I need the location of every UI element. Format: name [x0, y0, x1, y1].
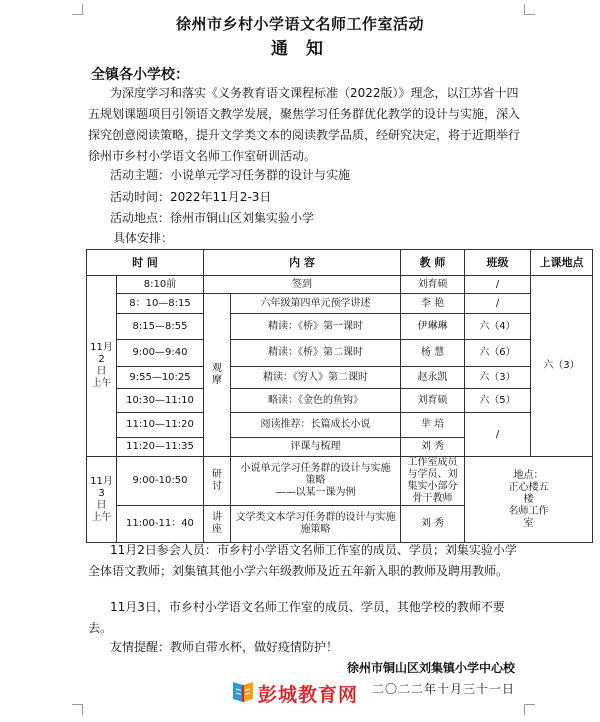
day1-cell: 11月 2 日 上午	[87, 276, 117, 457]
time-cell: 8：10—8:15	[117, 294, 204, 314]
issue-date: 二〇二二年十月三十一日	[371, 682, 515, 696]
category-lecture-cell: 讲 座	[204, 506, 231, 543]
attendees-day1-paragraph	[88, 540, 526, 582]
activity-time: 活动时间：2022年11月2-3日	[110, 190, 272, 204]
header-time: 时 间	[87, 250, 204, 276]
content-cell: 阅读推荐：长篇成长小说	[231, 413, 401, 438]
room-cell-day1: 六（3）	[531, 276, 593, 457]
class-cell: 六（4）	[465, 314, 531, 340]
category-observe-cell: 观 摩	[204, 294, 231, 457]
day2-cell: 11月 3 日 上午	[87, 457, 117, 543]
intro-text: 为深度学习和落实《义务教育语文课程标准（2022版）》理念，以江苏省十四五规划课题项目引领语文教学发展，聚焦学习任务群优化教学的设计与实施，深入探究创意阅读策略，提升文学类文本的阅读教学品质，经研究决定，将于近期举行徐州市乡村小学语文名师工作室研训活动。	[88, 86, 521, 163]
schedule-table	[86, 249, 593, 543]
document-title: 徐州市乡村小学语文名师工作室活动	[175, 15, 424, 33]
activity-place: 活动地点：徐州市铜山区刘集实验小学	[110, 211, 315, 225]
content-cell: 评课与梳理	[231, 438, 401, 457]
class-cell: 六（3）	[465, 367, 531, 389]
watermark-text: 彭城教育网	[258, 684, 359, 706]
header-teacher: 教 师	[401, 250, 465, 276]
table-row	[87, 367, 593, 389]
time-cell: 10:30—11:10	[117, 389, 204, 413]
reminder-text: 友情提醒：教师自带水杯，做好疫情防护！	[110, 640, 339, 654]
class-cell: 六（6）	[465, 340, 531, 367]
class-cell: /	[465, 276, 531, 294]
content-cell: 文学类文本学习任务群的设计与实施 施策略	[231, 506, 401, 543]
table-row	[87, 457, 593, 506]
room-cell-day2: 地点： 正心楼五 楼 名师工作 室	[465, 457, 593, 543]
page-corner-mark	[72, 704, 83, 715]
content-cell: 精读：《桥》第一课时	[231, 314, 401, 340]
time-cell: 9:55—10:25	[117, 367, 204, 389]
content-cell: 精读：《桥》第二课时	[231, 340, 401, 367]
content-cell: 精读：《穷人》第二课时	[231, 367, 401, 389]
time-cell: 11:10—11:20	[117, 413, 204, 438]
teacher-cell: 赵永凯	[401, 367, 465, 389]
table-row	[87, 294, 593, 314]
content-cell: 六年级第四单元预学讲述	[231, 294, 401, 314]
header-content: 内 容	[204, 250, 401, 276]
page-corner-mark	[524, 704, 535, 715]
time-cell: 8:15—8:55	[117, 314, 204, 340]
time-cell: 9:00-10:50	[117, 457, 204, 506]
recipient-line: 全镇各小学校：	[91, 67, 189, 83]
document-subtitle: 通 知	[271, 39, 329, 59]
activity-theme: 活动主题：小说单元学习任务群的设计与实施	[110, 168, 351, 182]
table-row	[87, 389, 593, 413]
header-room: 上课地点	[531, 250, 593, 276]
time-cell: 8:10前	[117, 276, 204, 294]
class-cell: /	[465, 294, 531, 314]
intro-paragraph	[88, 83, 526, 167]
teacher-cell: 刘育硕	[401, 389, 465, 413]
header-class: 班级	[465, 250, 531, 276]
teacher-cell: 芈 培	[401, 413, 465, 438]
teacher-cell: 李 艳	[401, 294, 465, 314]
teacher-cell: 刘育硕	[401, 276, 465, 294]
reminder-paragraph	[88, 637, 526, 658]
issuer-organization: 徐州市铜山区刘集镇小学中心校	[346, 661, 515, 675]
teacher-cell: 刘 秀	[401, 438, 465, 457]
watermark-book-icon	[230, 679, 256, 705]
attendees-day2-paragraph	[88, 597, 526, 639]
teacher-cell: 工作室成员 与学员、刘 集实小部分 骨干教师	[401, 457, 465, 506]
content-cell: 签到	[204, 276, 401, 294]
attendees-day2-text: 11月3日，市乡村小学语文名师工作室的成员、学员，其他学校的教师不要去。	[88, 600, 505, 635]
schedule-label: 具体安排：	[113, 231, 174, 245]
time-cell: 11:00-11：40	[117, 506, 204, 543]
content-cell: 小说单元学习任务群的设计与实施 策略 ——以某一课为例	[231, 457, 401, 506]
time-cell: 9:00—9:40	[117, 340, 204, 367]
table-row	[87, 413, 593, 438]
attendees-day1-text: 11月2日参会人员：市乡村小学语文名师工作室的成员、学员；刘集实验小学全体语文教师；刘集镇其他小学六年级教师及近五年新入职的教师及聘用教师。	[88, 543, 517, 578]
teacher-cell: 杨 慧	[401, 340, 465, 367]
table-row	[87, 340, 593, 367]
table-row	[87, 276, 593, 294]
table-header-row	[87, 250, 593, 276]
category-discuss-cell: 研 讨	[204, 457, 231, 506]
table-row	[87, 314, 593, 340]
class-cell: /	[465, 413, 531, 457]
time-cell: 11:20—11:35	[117, 438, 204, 457]
teacher-cell: 刘 秀	[401, 506, 465, 543]
teacher-cell: 伊琳琳	[401, 314, 465, 340]
content-cell: 略读：《金色的鱼钩》	[231, 389, 401, 413]
class-cell: 六（5）	[465, 389, 531, 413]
